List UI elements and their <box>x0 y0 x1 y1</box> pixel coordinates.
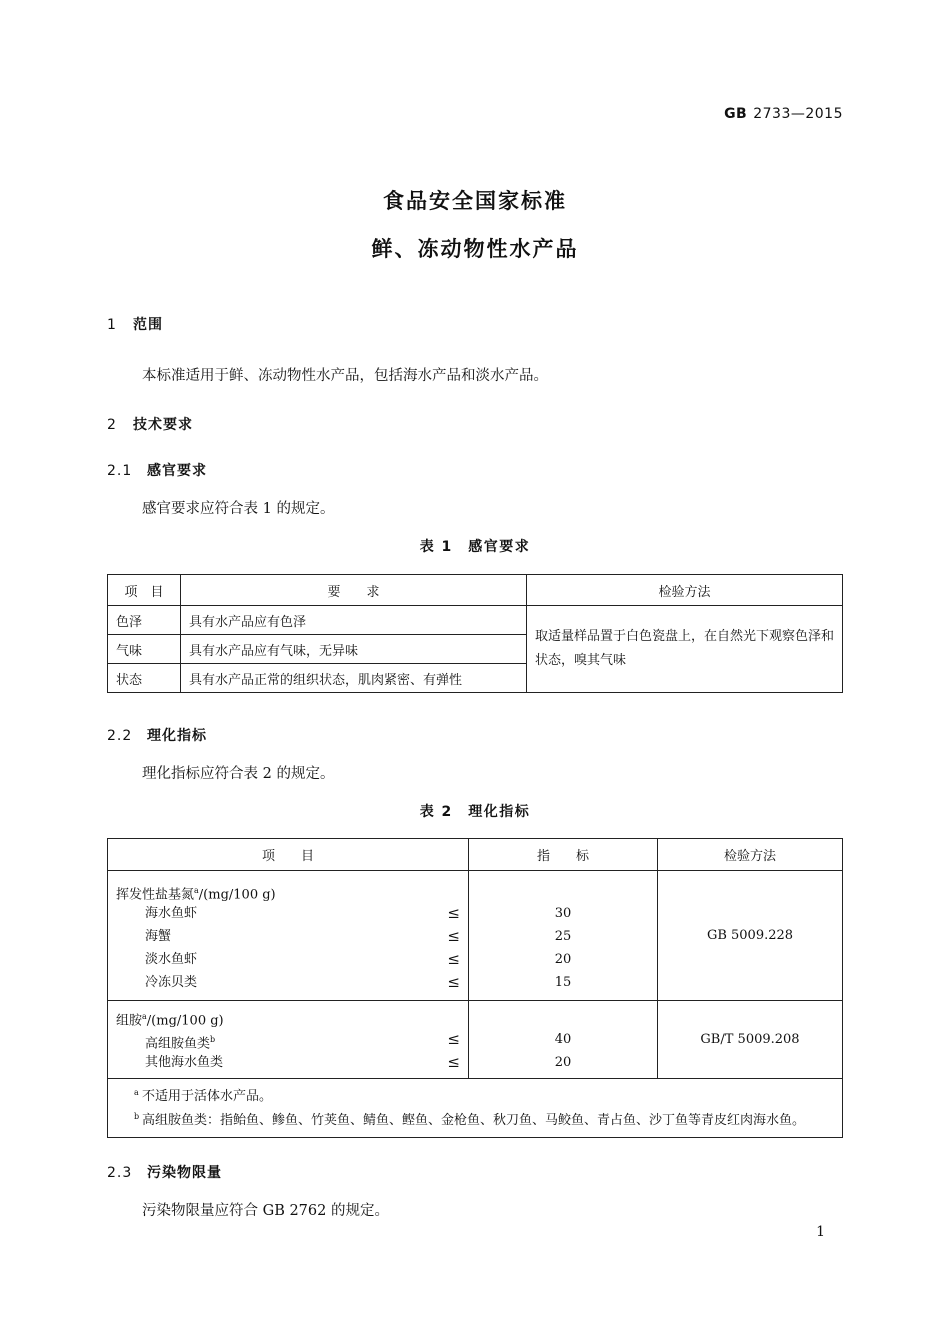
group-1-values <box>469 871 658 1001</box>
section-2-heading <box>107 414 193 434</box>
table-header-row <box>108 575 843 606</box>
section-title: 感官要求 <box>147 463 207 479</box>
leq-symbol: ≤ <box>447 904 460 922</box>
value-cell: 40 <box>554 1032 572 1047</box>
header-item: 项 目 <box>108 839 469 871</box>
row-item: 色泽 <box>108 606 181 635</box>
section-title: 理化指标 <box>147 728 207 744</box>
leq-symbol: ≤ <box>447 1053 460 1071</box>
section-number: 2.1 <box>107 463 133 479</box>
group-2-method: GB/T 5009.208 <box>658 1001 843 1079</box>
section-title: 污染物限量 <box>147 1165 222 1181</box>
list-item: 冷冻贝类 ≤ <box>108 971 468 994</box>
sub-title: 鲜、冻动物性水产品 <box>371 237 579 261</box>
table-header-row <box>108 839 843 871</box>
row-item: 气味 <box>108 635 181 664</box>
table-notes-row <box>108 1079 843 1138</box>
section-2-3-text: 污染物限量应符合 GB 2762 的规定。 <box>142 1203 389 1219</box>
table-row <box>108 606 843 635</box>
header-method: 检验方法 <box>658 839 843 871</box>
table-2-physicochemical <box>107 838 843 1138</box>
leq-symbol: ≤ <box>447 927 460 945</box>
table-1-sensory <box>107 574 843 693</box>
leq-symbol: ≤ <box>447 950 460 968</box>
standard-number: 2733—2015 <box>753 106 843 122</box>
standard-code <box>724 106 843 122</box>
value-cell: 15 <box>554 975 572 990</box>
table-1-caption: 表 1 感官要求 <box>419 539 531 555</box>
section-number: 2.3 <box>107 1165 133 1181</box>
group-1-items <box>108 871 469 1001</box>
note-b: b 高组胺鱼类：指鲐鱼、鲹鱼、竹荚鱼、鲭鱼、鲣鱼、金枪鱼、秋刀鱼、马鲛鱼、青占鱼、沙丁鱼等青皮红肉海水鱼。 <box>134 1112 806 1128</box>
page-number: 1 <box>816 1224 825 1240</box>
standard-prefix: GB <box>724 106 748 122</box>
list-item: 海蟹 ≤ <box>108 925 468 948</box>
method-cell: 取适量样品置于白色瓷盘上，在自然光下观察色泽和状态，嗅其气味 <box>527 606 843 693</box>
table-row-group-2 <box>108 1001 843 1079</box>
section-number: 1 <box>107 317 117 333</box>
header-item: 项 目 <box>108 575 181 606</box>
section-1-text: 本标准适用于鲜、冻动物性水产品，包括海水产品和淡水产品。 <box>142 368 548 384</box>
value-cell: 25 <box>554 929 572 944</box>
group-2-title: 组胺$^a$/(mg/100 g) <box>116 1012 224 1029</box>
list-item: 其他海水鱼类 ≤ <box>108 1051 468 1074</box>
section-title: 范围 <box>133 317 163 333</box>
header-method: 检验方法 <box>527 575 843 606</box>
row-item: 状态 <box>108 664 181 693</box>
list-item: 高组胺鱼类$^b$ ≤ <box>145 1030 460 1052</box>
group-1-method: GB 5009.228 <box>658 871 843 1001</box>
table-2-caption: 表 2 理化指标 <box>419 804 531 820</box>
value-cell: 30 <box>554 906 572 921</box>
value-cell: 20 <box>554 1055 572 1070</box>
main-title: 食品安全国家标准 <box>383 189 567 213</box>
section-number: 2 <box>107 417 117 433</box>
section-2-1-heading <box>107 460 207 480</box>
group-2-values <box>469 1001 658 1079</box>
table-notes <box>108 1079 843 1138</box>
table-row-group-1 <box>108 871 843 1001</box>
leq-symbol: ≤ <box>447 973 460 991</box>
header-index: 指 标 <box>469 839 658 871</box>
group-1-title: 挥发性盐基氮$^a$/(mg/100 g) <box>116 886 276 903</box>
group-2-items <box>108 1001 469 1079</box>
row-requirement: 具有水产品应有气味，无异味 <box>181 635 527 664</box>
leq-symbol: ≤ <box>447 1030 460 1048</box>
list-item: 淡水鱼虾 ≤ <box>108 948 468 971</box>
section-2-1-text: 感官要求应符合表 1 的规定。 <box>142 501 335 517</box>
section-2-2-text: 理化指标应符合表 2 的规定。 <box>142 766 335 782</box>
value-cell: 20 <box>554 952 572 967</box>
section-2-2-heading <box>107 725 207 745</box>
note-a: a 不适用于活体水产品。 <box>134 1088 273 1104</box>
section-number: 2.2 <box>107 728 133 744</box>
section-title: 技术要求 <box>133 417 193 433</box>
section-2-3-heading <box>107 1162 222 1182</box>
row-requirement: 具有水产品正常的组织状态，肌肉紧密、有弹性 <box>181 664 527 693</box>
header-requirement: 要 求 <box>181 575 527 606</box>
section-1-heading <box>107 314 163 334</box>
list-item: 海水鱼虾 ≤ <box>108 902 468 925</box>
row-requirement: 具有水产品应有色泽 <box>181 606 527 635</box>
